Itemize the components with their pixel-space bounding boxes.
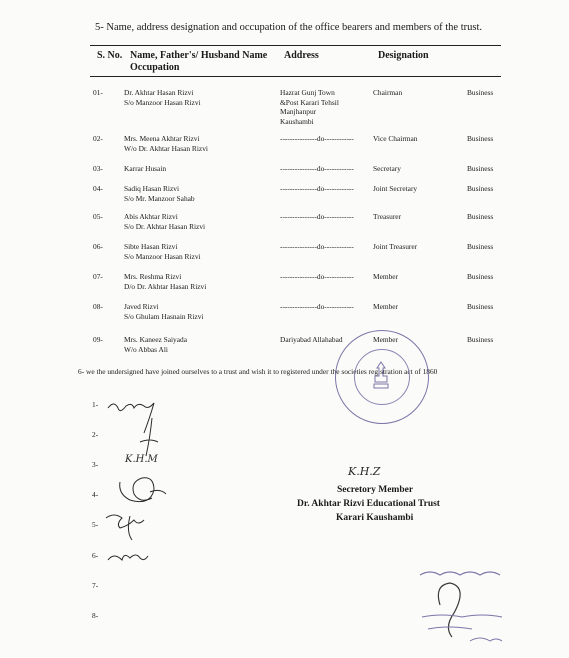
row-designation: Secretary	[373, 164, 401, 173]
row-address-line: ---------------do------------	[280, 272, 354, 281]
table-header-rule	[90, 76, 501, 77]
row-name: Mrs. Reshma Rizvi	[124, 272, 182, 281]
row-sno: 01-	[93, 88, 103, 97]
row-relation: S/o Manzoor Hasan Rizvi	[124, 252, 201, 261]
signature-number: 5-	[92, 520, 99, 529]
row-occupation: Business	[467, 272, 494, 281]
footer-location: Karari Kaushambi	[336, 513, 414, 523]
row-address-line: Hazrat Gunj Town	[280, 88, 335, 97]
row-sno: 07-	[93, 272, 103, 281]
row-occupation: Business	[467, 134, 494, 143]
row-occupation: Business	[467, 212, 494, 221]
row-occupation: Business	[467, 184, 494, 193]
signature-number: 3-	[92, 460, 99, 469]
header-name: Name, Father's/ Husband Name	[130, 50, 268, 61]
footer-initials: K.H.Z	[348, 465, 381, 478]
row-designation: Vice Chairman	[373, 134, 418, 143]
row-address-line: ---------------do------------	[280, 184, 354, 193]
signature-number: 1-	[92, 400, 99, 409]
row-sno: 02-	[93, 134, 103, 143]
row-sno: 06-	[93, 242, 103, 251]
registrar-signature-stamp	[410, 555, 520, 655]
row-relation: S/o Manzoor Hasan Rizvi	[124, 98, 201, 107]
row-name: Mrs. Kaneez Saiyada	[124, 335, 188, 344]
row-address-line: ---------------do------------	[280, 134, 354, 143]
row-sno: 05-	[93, 212, 103, 221]
row-occupation: Business	[467, 335, 494, 344]
row-designation: Chairman	[373, 88, 403, 97]
row-address-line: ---------------do------------	[280, 302, 354, 311]
row-name: Sibte Hasan Rizvi	[124, 242, 178, 251]
row-address-line: &Post Karari Tehsil	[280, 97, 339, 107]
table-top-rule	[90, 45, 501, 46]
row-occupation: Business	[467, 88, 494, 97]
signature-number: 7-	[92, 581, 99, 590]
handwritten-signatures	[100, 390, 220, 570]
header-designation: Designation	[378, 50, 429, 61]
header-sno: S. No.	[97, 50, 123, 61]
row-sno: 09-	[93, 335, 103, 344]
row-address-line: Manjhanpur	[280, 107, 317, 116]
row-address-line: ---------------do------------	[280, 164, 354, 173]
signature-number: 8-	[92, 611, 99, 620]
row-relation: D/o Dr. Akhtar Hasan Rizvi	[124, 282, 207, 291]
row-occupation: Business	[467, 242, 494, 251]
row-occupation: Business	[467, 302, 494, 311]
row-relation: S/o Mr. Manzoor Sahab	[124, 194, 195, 203]
footer-organization: Dr. Akhtar Rizvi Educational Trust	[297, 499, 440, 509]
row-relation: W/o Dr. Akhtar Hasan Rizvi	[124, 144, 208, 153]
row-designation: Joint Treasurer	[373, 242, 418, 251]
signature-number: 2-	[92, 430, 99, 439]
row-sno: 03-	[93, 164, 103, 173]
row-designation: Treasurer	[373, 212, 402, 221]
row-designation: Joint Secretary	[373, 184, 418, 193]
header-address: Address	[284, 50, 319, 61]
row-address-line: Kaushambi	[280, 116, 314, 126]
header-occupation: Occupation	[130, 62, 180, 73]
row-address-line: Dariyabad Allahabad	[280, 335, 343, 344]
row-name: Karrar Husain	[124, 164, 167, 173]
row-designation: Member	[373, 335, 399, 344]
row-sno: 08-	[93, 302, 103, 311]
row-name: Abis Akhtar Rizvi	[124, 212, 178, 221]
row-designation: Member	[373, 302, 399, 311]
row-relation: S/o Ghulam Hasnain Rizvi	[124, 312, 204, 321]
signature-3-handwriting: K.H.M	[125, 454, 158, 465]
row-name: Sadiq Hasan Rizvi	[124, 184, 180, 193]
emblem-icon	[366, 360, 396, 392]
row-name: Javed Rizvi	[124, 302, 159, 311]
section-5-heading: 5- Name, address designation and occupation of the office bearers and members of the trust.	[95, 22, 483, 33]
row-sno: 04-	[93, 184, 103, 193]
row-relation: W/o Abbas Ali	[124, 345, 168, 354]
row-relation: S/o Dr. Akhtar Hasan Rizvi	[124, 222, 206, 231]
row-name: Mrs. Meena Akhtar Rizvi	[124, 134, 200, 143]
row-address-line: ---------------do------------	[280, 242, 354, 251]
row-name: Dr. Akhtar Hasan Rizvi	[124, 88, 194, 97]
row-address-line: ---------------do------------	[280, 212, 354, 221]
footer-role: Secretory Member	[337, 485, 414, 495]
section-6-declaration: 6- we the undersigned have joined ourselves to a trust and wish it to registered under the societies registration act of 1860	[78, 367, 438, 376]
signature-number: 6-	[92, 551, 99, 560]
row-occupation: Business	[467, 164, 494, 173]
signature-number: 4-	[92, 490, 99, 499]
row-designation: Member	[373, 272, 399, 281]
